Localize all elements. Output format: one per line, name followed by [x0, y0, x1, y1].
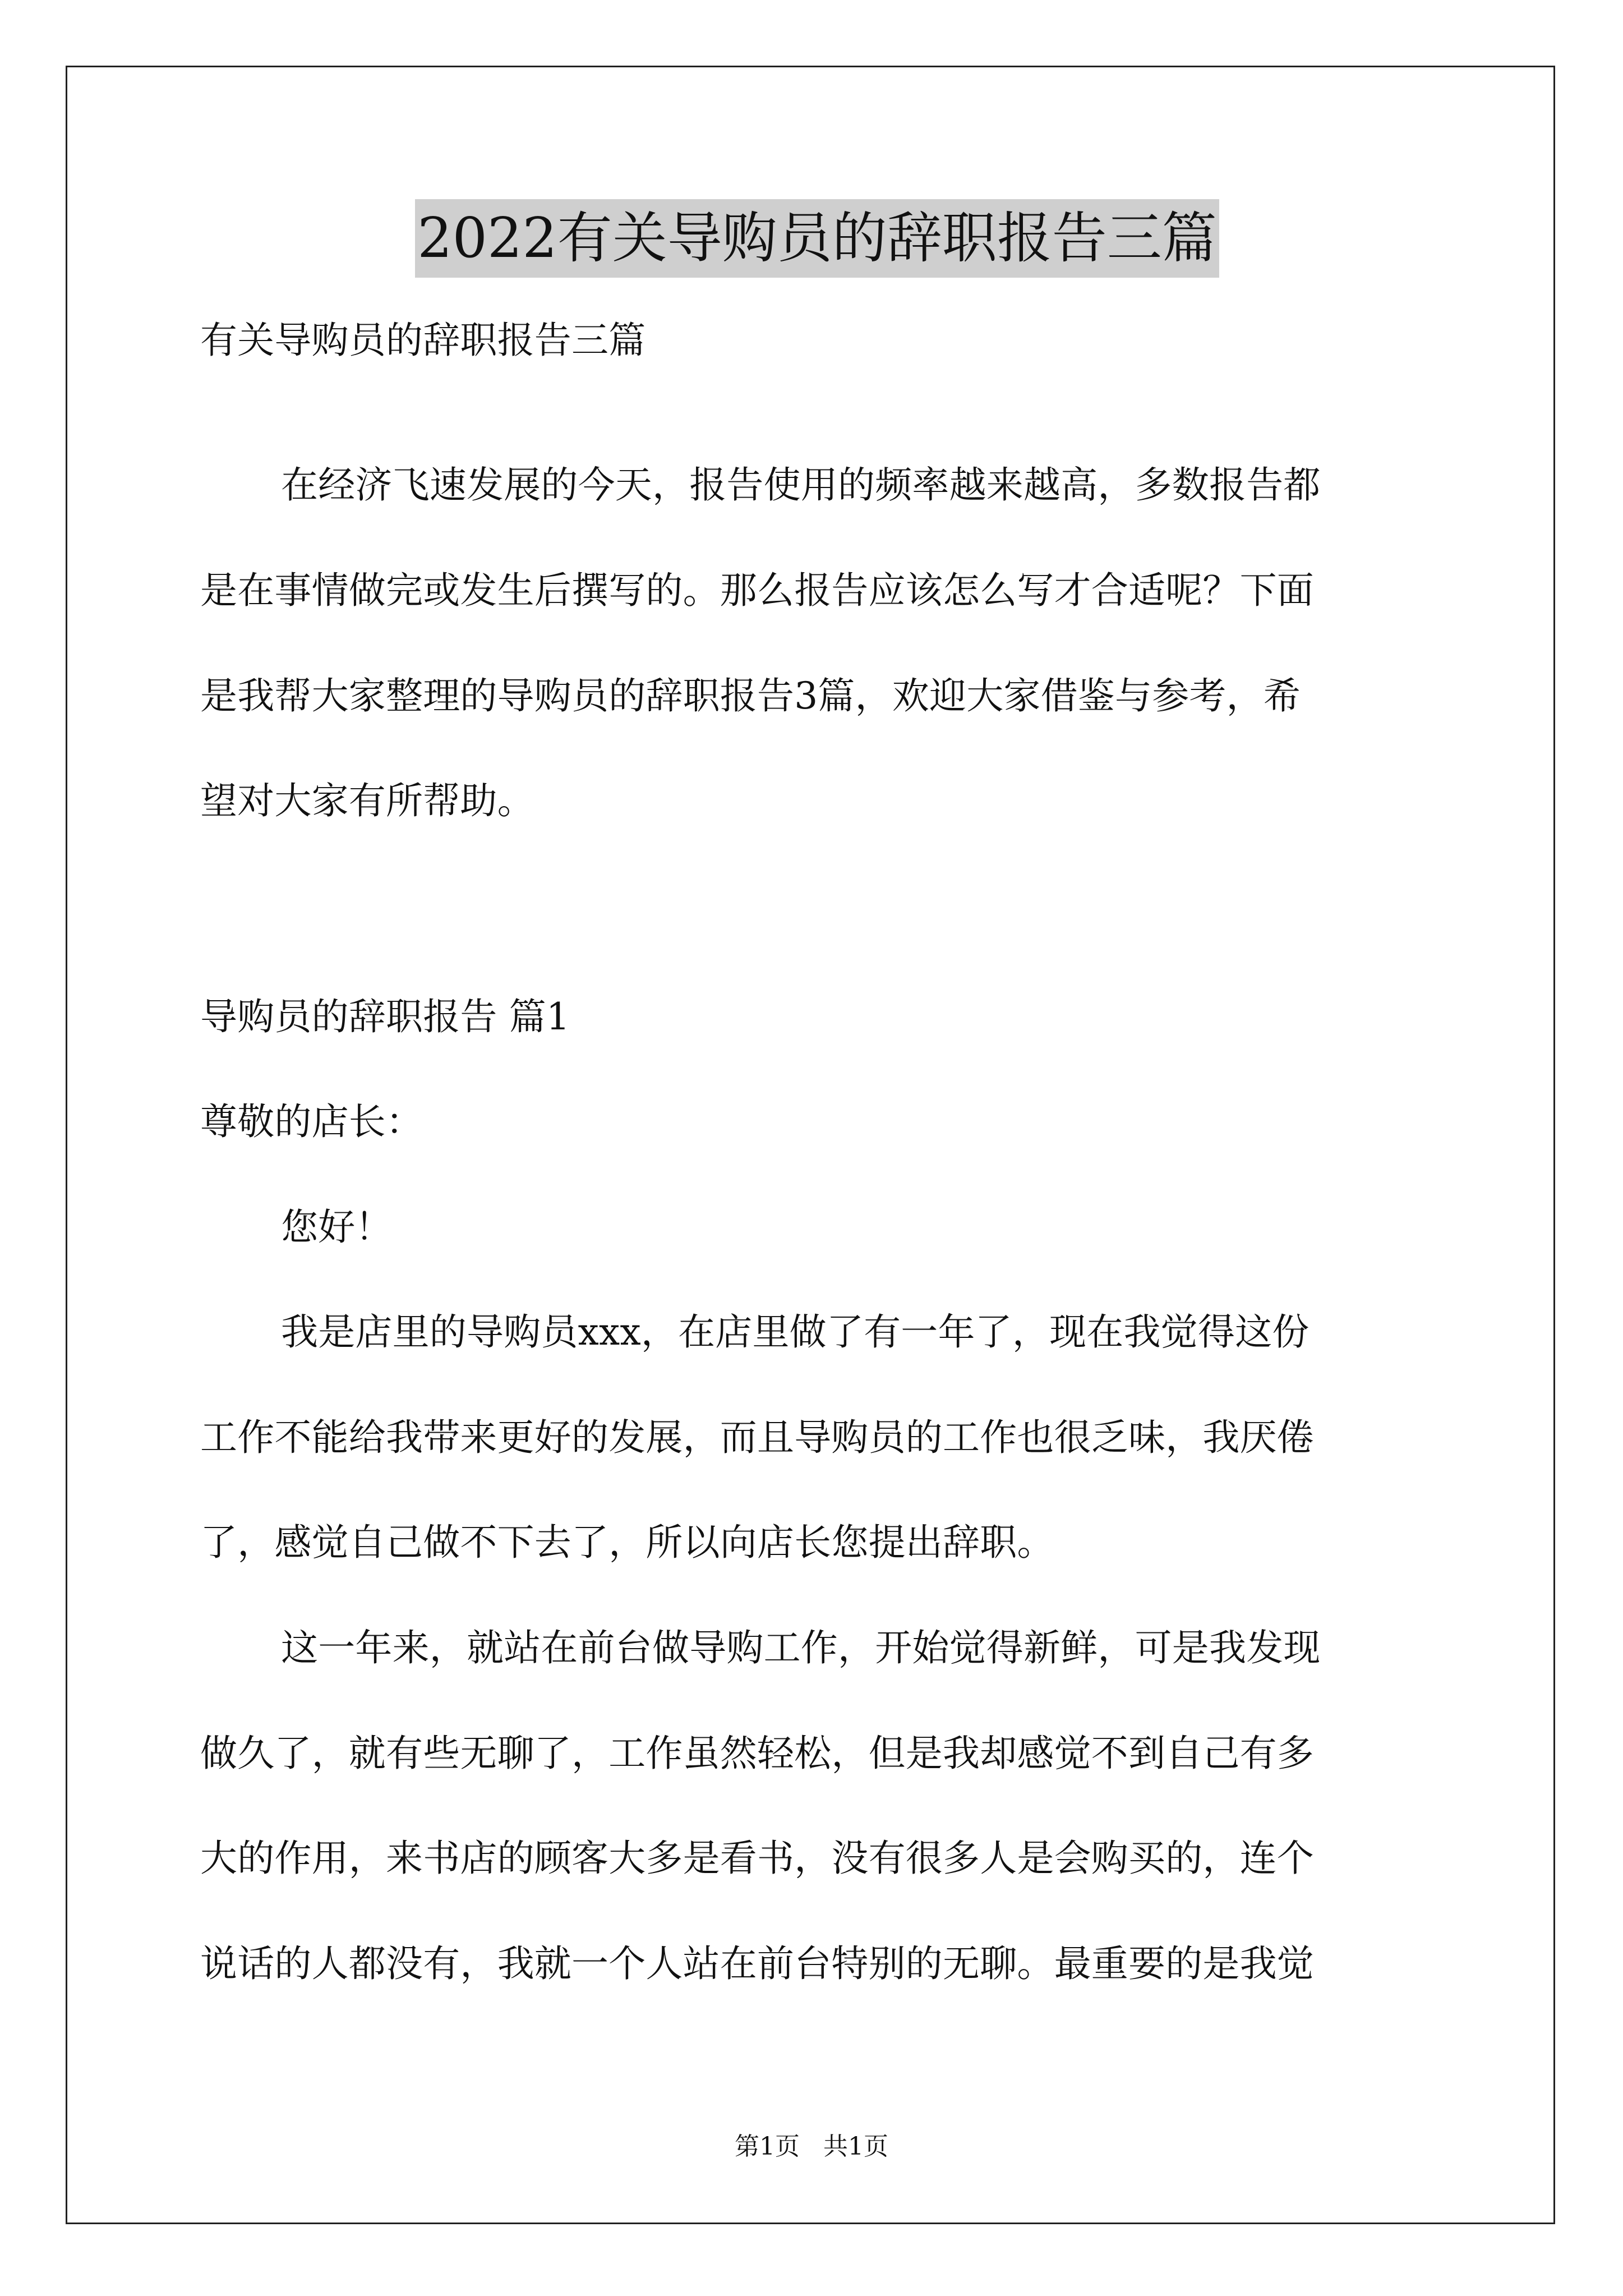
- intro-line-1: 在经济飞速发展的今天，报告使用的频率越来越高，多数报告都: [281, 463, 1321, 507]
- para2-line-2: 做久了，就有些无聊了，工作虽然轻松，但是我却感觉不到自己有多: [200, 1732, 1314, 1775]
- para1-line-2: 工作不能给我带来更好的发展，而且导购员的工作也很乏味，我厌倦: [200, 1416, 1314, 1459]
- title-wrap: [200, 199, 1434, 278]
- page-number-footer: 第1页 共1页: [735, 2132, 888, 2161]
- intro-line-2: 是在事情做完或发生后撰写的。那么报告应该怎么写才合适呢？下面: [200, 569, 1314, 612]
- para1-line-1: 我是店里的导购员xxx，在店里做了有一年了，现在我觉得这份: [281, 1310, 1310, 1354]
- para2-line-4: 说话的人都没有，我就一个人站在前台特别的无聊。最重要的是我觉: [200, 1942, 1314, 1985]
- greeting: 您好！: [281, 1205, 393, 1249]
- para2-line-3: 大的作用，来书店的顾客大多是看书，没有很多人是会购买的，连个: [200, 1837, 1314, 1880]
- intro-line-3: 是我帮大家整理的导购员的辞职报告3篇，欢迎大家借鉴与参考，希: [200, 674, 1301, 717]
- document-subtitle: 有关导购员的辞职报告三篇: [200, 319, 646, 362]
- salutation: 尊敬的店长：: [200, 1100, 423, 1143]
- section-heading: 导购员的辞职报告 篇1: [200, 995, 570, 1038]
- intro-line-4: 望对大家有所帮助。: [200, 779, 534, 822]
- document-title: 2022有关导购员的辞职报告三篇: [415, 199, 1219, 278]
- para1-line-3: 了，感觉自己做不下去了，所以向店长您提出辞职。: [200, 1521, 1054, 1564]
- para2-line-1: 这一年来，就站在前台做导购工作，开始觉得新鲜，可是我发现: [281, 1626, 1321, 1669]
